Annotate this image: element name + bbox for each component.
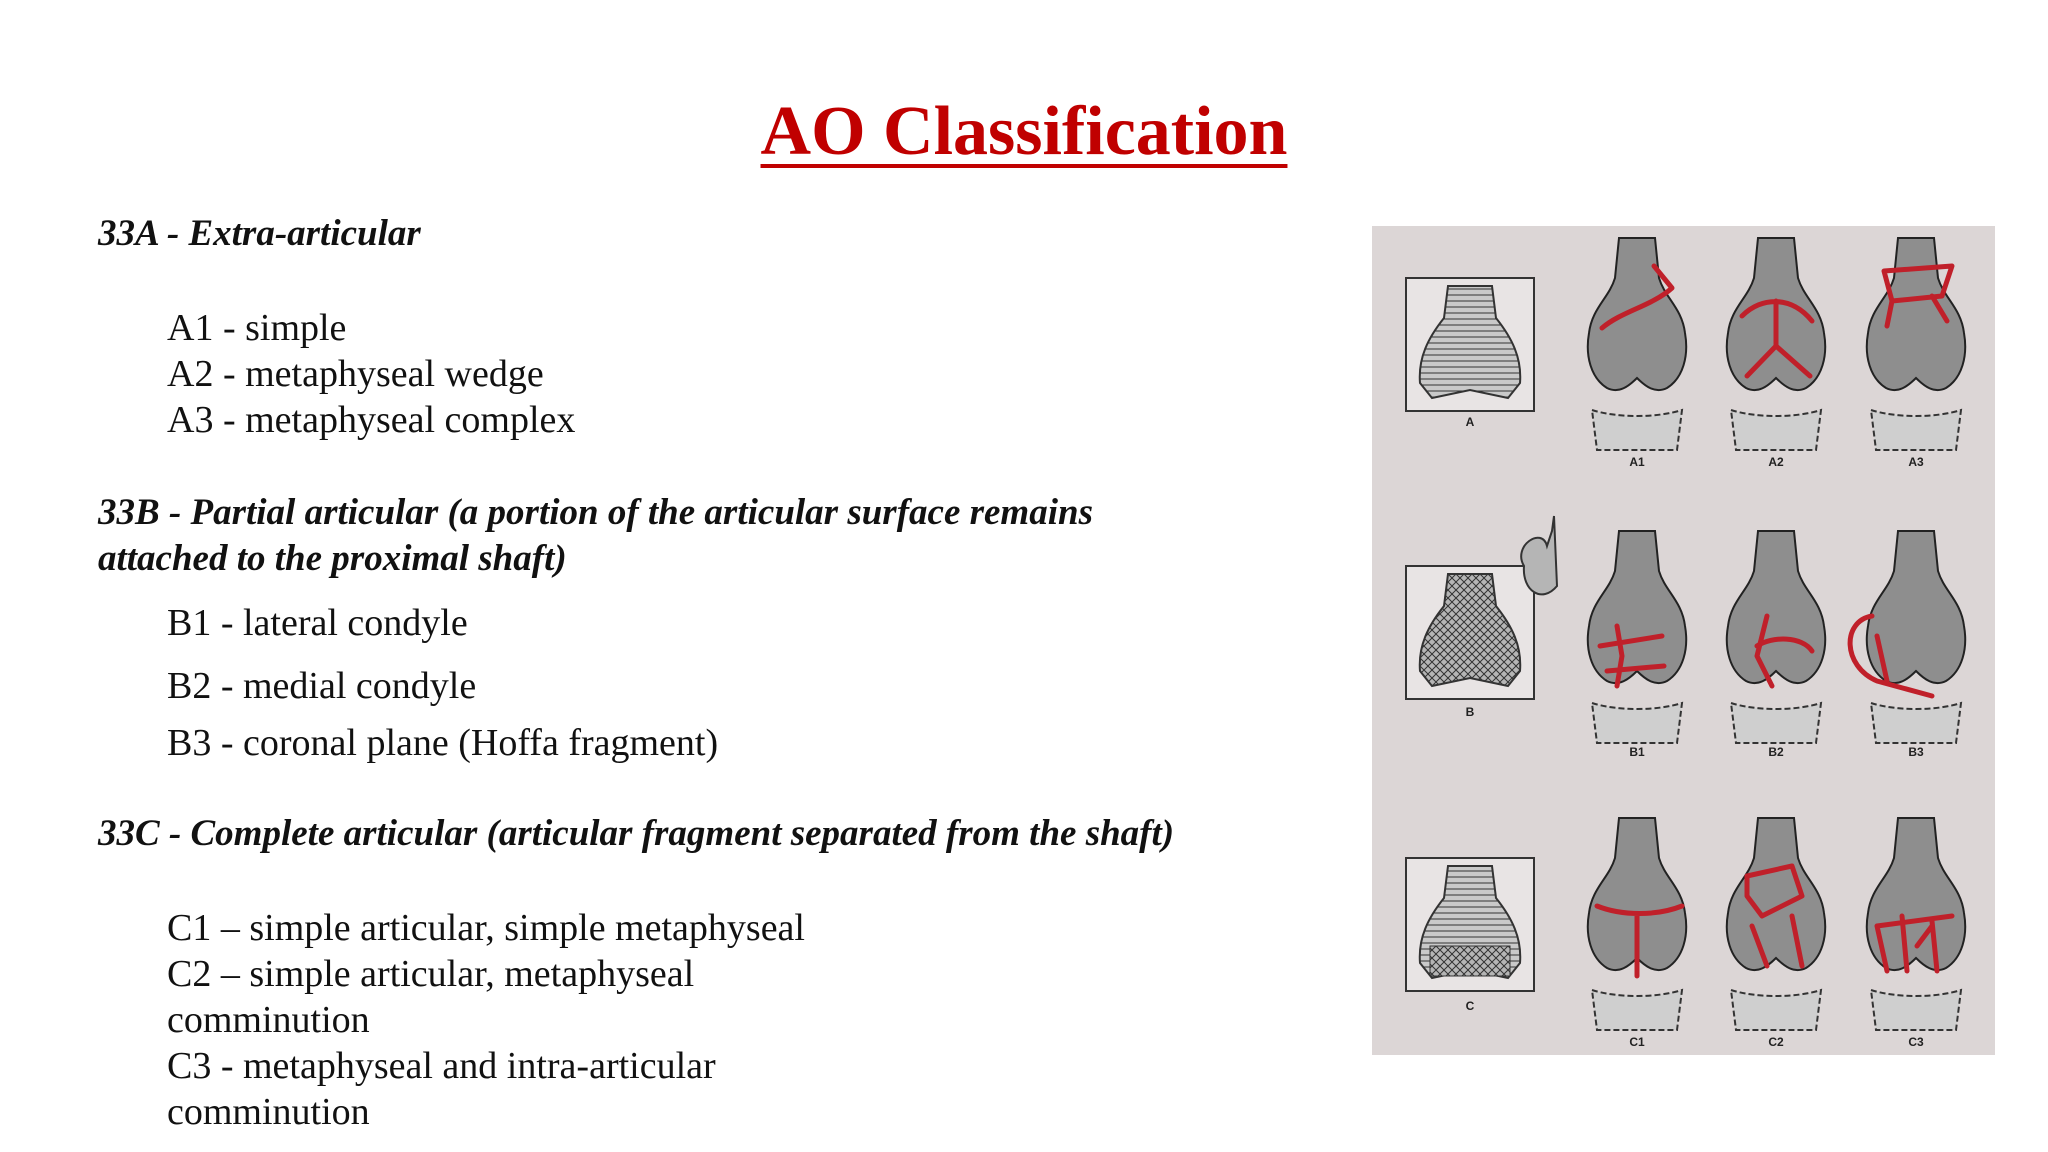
section-b-item-3: B3 - coronal plane (Hoffa fragment): [167, 722, 719, 764]
tibia-c3: [1871, 990, 1961, 1030]
figure-label-b1: B1: [1629, 745, 1645, 759]
tibia-c1: [1592, 990, 1682, 1030]
section-a-item-1: A1 - simple: [167, 307, 347, 349]
section-c-item-1: C1 – simple articular, simple metaphyseal: [167, 907, 805, 949]
section-a-item-3: A3 - metaphyseal complex: [167, 399, 576, 441]
figure-label-a3: A3: [1908, 455, 1924, 469]
figure-label-b3: B3: [1908, 745, 1924, 759]
figure-label-c: C: [1465, 999, 1475, 1013]
figure-label-c1: C1: [1629, 1035, 1645, 1049]
tibia-a3: [1871, 410, 1961, 450]
section-c-item-2-cont: comminution: [167, 999, 370, 1041]
tibia-a2: [1731, 410, 1821, 450]
femur-a3: [1867, 238, 1965, 390]
tibia-b3: [1871, 703, 1961, 743]
figure-label-a2: A2: [1768, 455, 1784, 469]
section-c-item-3: C3 - metaphyseal and intra-articular: [167, 1045, 716, 1087]
figure-label-c3: C3: [1908, 1035, 1924, 1049]
femur-b2: [1727, 531, 1825, 683]
tibia-b2: [1731, 703, 1821, 743]
section-b-heading-line1: 33B - Partial articular (a portion of the articular surface remains: [98, 492, 1093, 533]
figure-label-a: A: [1465, 415, 1475, 429]
section-a-heading: 33A - Extra-articular: [98, 213, 421, 254]
section-b-heading-line2: attached to the proximal shaft): [98, 538, 567, 579]
section-a-item-2: A2 - metaphyseal wedge: [167, 353, 544, 395]
figure-label-c2: C2: [1768, 1035, 1784, 1049]
section-c-item-3-cont: comminution: [167, 1091, 370, 1133]
femur-c2: [1727, 818, 1825, 970]
femur-a1: [1588, 238, 1686, 390]
figure-label-b: B: [1465, 705, 1475, 719]
tibia-a1: [1592, 410, 1682, 450]
femur-b1: [1588, 531, 1686, 683]
tibia-c2: [1731, 990, 1821, 1030]
tibia-b1: [1592, 703, 1682, 743]
reference-articular-c: [1430, 946, 1510, 976]
femur-fracture-diagram: [1372, 226, 1995, 1055]
section-b-item-2: B2 - medial condyle: [167, 665, 477, 707]
ao-classification-figure: [1372, 226, 1995, 1055]
hoffa-detail: [1521, 516, 1557, 594]
section-b-item-1: B1 - lateral condyle: [167, 602, 468, 644]
section-c-item-2: C2 – simple articular, metaphyseal: [167, 953, 695, 995]
page-title: AO Classification: [760, 93, 1288, 170]
figure-label-b2: B2: [1768, 745, 1784, 759]
figure-label-a1: A1: [1629, 455, 1645, 469]
section-c-heading: 33C - Complete articular (articular fragment separated from the shaft): [98, 813, 1175, 854]
